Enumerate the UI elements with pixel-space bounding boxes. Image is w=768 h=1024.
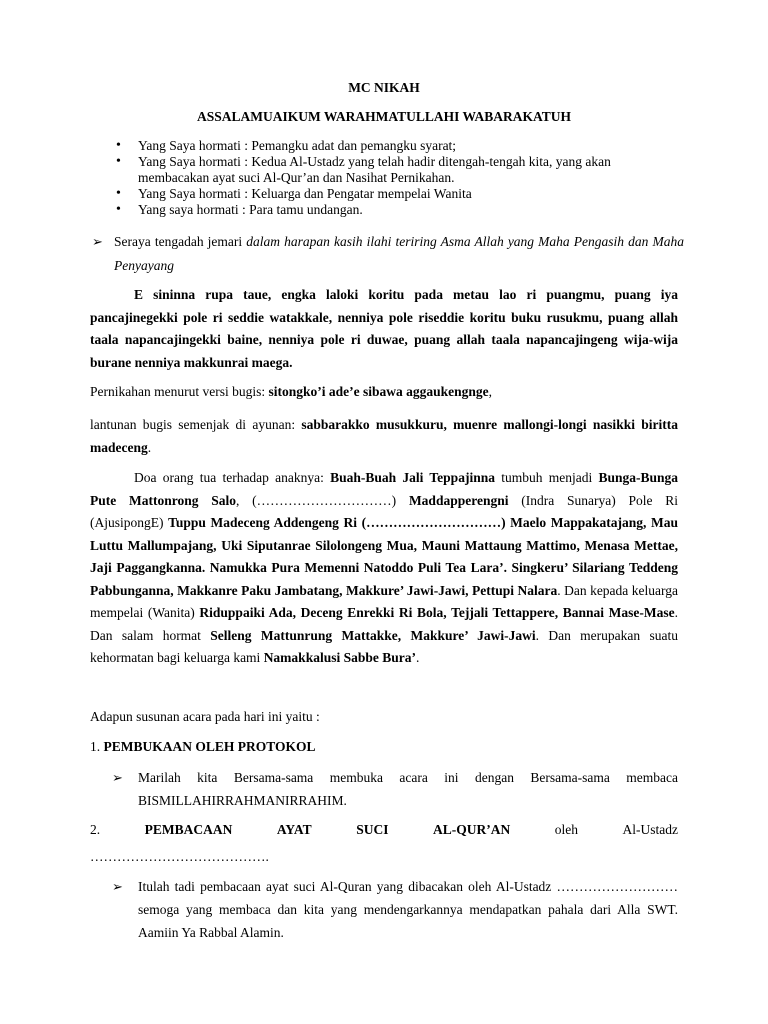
doa-run: . Dan salam hormat <box>90 605 678 643</box>
bullet-icon: • <box>116 186 121 201</box>
list-item: • Yang Saya hormati : Pemangku adat dan pemangku syarat; <box>116 138 457 153</box>
section-2-heading: 2. PEMBACAAN AYAT SUCI AL-QUR’AN oleh Al-Ustadz <box>90 822 678 837</box>
section-2-dots: …………………………………. <box>90 849 269 864</box>
arrow-bullet-icon: ➢ <box>112 879 123 894</box>
doa-run: Buah-Buah Jali Teppajinna <box>330 470 495 485</box>
list-item: • Yang saya hormati : Para tamu undangan. <box>116 202 363 217</box>
doa-run: Namakkalusi Sabbe Bura’ <box>263 650 416 665</box>
doa-run: . Dan kepada keluarga mempelai (Wanita) <box>90 582 678 620</box>
list-item: • Yang Saya hormati : Keluarga dan Pengatar mempelai Wanita <box>116 186 472 201</box>
prayer-line: ➢ Seraya tengadah jemari dalam harapan kasih ilahi teriring Asma Allah yang Maha Pengasih dan Maha Penyayang <box>92 230 684 278</box>
section-1-heading: 1. PEMBUKAAN OLEH PROTOKOL <box>90 739 316 754</box>
doa-run: (Indra Sunarya) Pole Ri (AjusipongE) <box>90 492 678 530</box>
honorific-list <box>108 138 680 218</box>
doa-run: Maddapperengni <box>408 492 509 508</box>
list-item: • Yang Saya hormati : Kedua Al-Ustadz yang telah hadir ditengah-tengah kita, yang akan membacakan ayat suci Al-Qur’an dan Nasihat Pernikahan. <box>116 154 611 185</box>
doa-run: . <box>415 650 420 665</box>
document-title: MC NIKAH <box>348 80 420 95</box>
doa-run: . Dan merupakan suatu kehormatan bagi keluarga kami <box>90 627 678 665</box>
arrow-bullet-icon: ➢ <box>92 234 103 249</box>
arrow-bullet-icon: ➢ <box>112 770 123 785</box>
doa-run: , (…………………………) <box>236 492 409 508</box>
doa-run: Doa orang tua terhadap anaknya: <box>134 470 331 485</box>
doa-paragraph <box>90 467 678 670</box>
bullet-icon: • <box>116 202 121 217</box>
doa-run: Riduppaiki Ada, Deceng Enrekki Ri Bola, Tejjali Tettappere, Bannai Mase-Mase <box>199 605 675 620</box>
doa-run: Tuppu Madeceng Addengeng Ri (…………………………) Maelo Mappakatajang, Mau Luttu Mallumpajang, Uki Siputanrae Silolongeng Mua, Mauni Mattaung Mattimo, Menasa Mettae, Jaji Paggangkanna. Namukka Pura Memenni Natoddo Puli Tea Lara’. Singkeru’ Silariang Teddeng Pabbunganna, Makkanre Paku Jambatang, Makkure’ Jawi-Jawi, Pettupi Nalara <box>90 515 679 598</box>
versi-bugis-line: Pernikahan menurut versi bugis: sitongko’i ade’e sibawa aggaukengnge, <box>90 384 492 399</box>
bullet-icon: • <box>116 138 121 153</box>
bugis-paragraph: E sininna rupa taue, engka laloki koritu pada metau lao ri puangmu, puang iya pancajinegekki pole ri seddie watakkale, nenniya pole riseddie koritu buku rusukmu, puang allah taala napancajingekki baine, nenniya pole ri duwae, puang allah taala napancajingeng wija-wija burane nenniya makkunrai maega. <box>90 287 678 370</box>
lantunan-paragraph: lantunan bugis semenjak di ayunan: sabbarakko musukkuru, muenre mallongi-longi nasikki biritta madeceng. <box>90 417 678 455</box>
doa-run: tumbuh menjadi <box>494 470 599 485</box>
doa-run: Selleng Mattunrung Mattakke, Makkure’ Jawi-Jawi <box>210 627 536 643</box>
bullet-icon: • <box>116 154 121 169</box>
greeting-heading: ASSALAMUAIKUM WARAHMATULLAHI WABARAKATUH <box>196 109 572 124</box>
section-1-item: ➢ Marilah kita Bersama-sama membuka acara ini dengan Bersama-sama membaca BISMILLAHIRRAHMANIRRAHIM. <box>112 766 678 812</box>
susunan-line: Adapun susunan acara pada hari ini yaitu : <box>90 709 320 724</box>
doa-run: Bunga-Bunga Pute Mattonrong Salo <box>90 470 678 508</box>
section-2-item: ➢ Itulah tadi pembacaan ayat suci Al-Quran yang dibacakan oleh Al-Ustadz ……………………… semoga yang membaca dan kita yang mendengarkannya mendapatkan pahala dari Alla SWT. Aamiin Ya Rabbal Alamin. <box>112 875 678 944</box>
